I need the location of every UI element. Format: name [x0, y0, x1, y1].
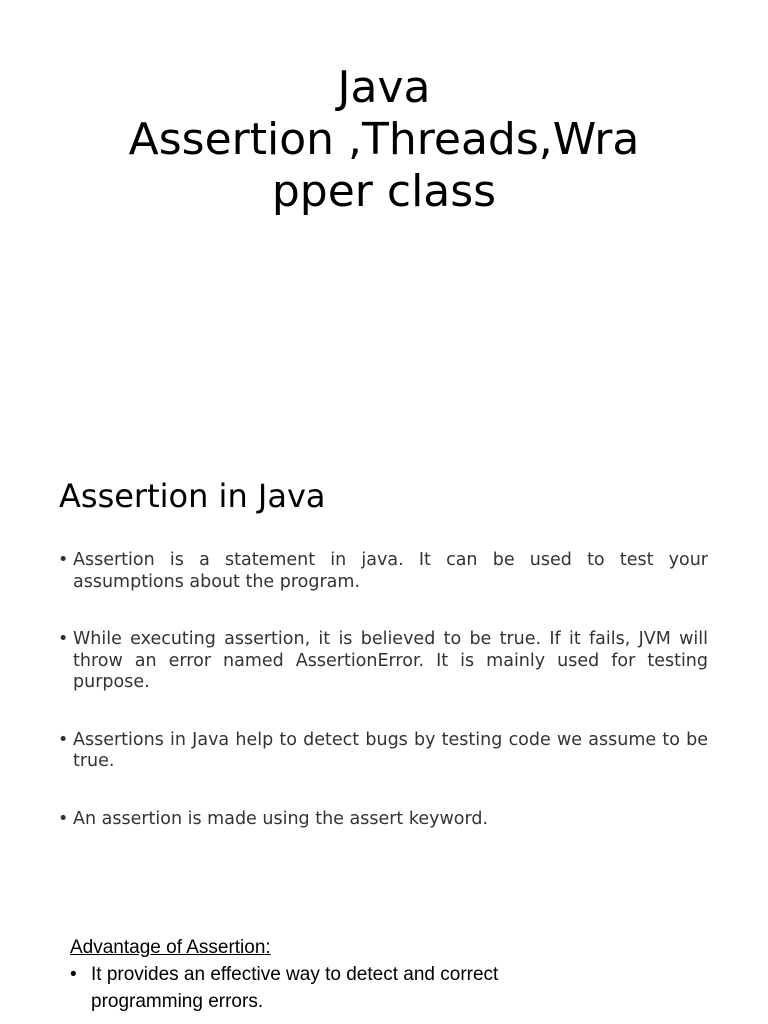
bullet-item: • An assertion is made using the assert keyword.: [58, 809, 708, 831]
advantage-section: [70, 934, 590, 1015]
bullet-item: • While executing assertion, it is believed to be true. If it fails, JVM will throw an error named AssertionError. It is mainly used for testing purpose.: [58, 629, 708, 694]
advantage-item: • It provides an effective way to detect and correct programming errors.: [70, 961, 590, 1015]
title-line: Assertion ,Threads,Wra: [128, 114, 640, 165]
bullet-item: • Assertion is a statement in java. It can be used to test your assumptions about the program.: [58, 550, 708, 593]
title-line: Java: [337, 62, 431, 113]
section-heading: Assertion in Java: [59, 477, 326, 515]
bullet-item: • Assertions in Java help to detect bugs by testing code we assume to be true.: [58, 730, 708, 773]
advantage-heading: Advantage of Assertion:: [70, 937, 271, 958]
document-title: [60, 62, 708, 218]
assertion-bullet-list: [58, 550, 708, 866]
advantage-list: [70, 961, 590, 1015]
title-line: pper class: [271, 166, 497, 217]
